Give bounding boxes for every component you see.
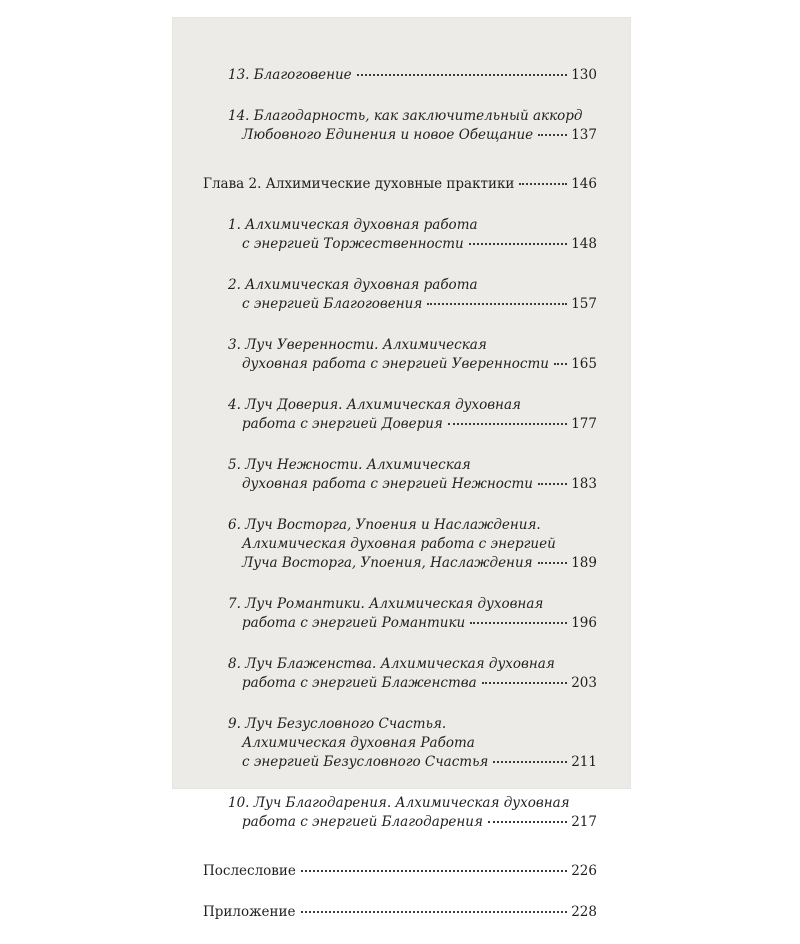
toc-entry-title: 13. Благоговение — [228, 67, 352, 83]
toc-entry-title: 10. Луч Благодарения. Алхимическая духовная — [228, 795, 570, 811]
toc-entry-13 — [203, 66, 597, 85]
table-of-contents — [203, 66, 597, 944]
toc-entry-7 — [203, 595, 597, 633]
toc-section-title: Послесловие — [203, 863, 296, 879]
toc-entry-title: 9. Луч Безусловного Счастья. — [228, 716, 447, 732]
dot-leader — [301, 870, 567, 872]
dot-leader — [470, 622, 567, 624]
toc-page-number: 226 — [571, 863, 597, 879]
toc-entry-title: 4. Луч Доверия. Алхимическая духовная — [228, 397, 521, 413]
dot-leader — [519, 183, 567, 185]
dot-leader — [538, 134, 567, 136]
dot-leader — [357, 74, 568, 76]
toc-entry-1 — [203, 216, 597, 254]
toc-entry-title-cont: работа с энергией Доверия — [242, 416, 443, 432]
toc-afterword — [203, 862, 597, 881]
toc-page-number: 228 — [571, 904, 597, 920]
dot-leader — [554, 363, 567, 365]
toc-entry-title-cont: работа с энергией Романтики — [242, 615, 466, 631]
toc-entry-title-cont: Алхимическая духовная Работа — [242, 735, 475, 751]
toc-page-number: 183 — [571, 476, 597, 492]
toc-entry-title: 6. Луч Восторга, Упоения и Наслаждения. — [228, 517, 541, 533]
toc-page-number: 217 — [571, 814, 597, 830]
toc-page-number: 157 — [571, 296, 597, 312]
toc-entry-title-cont: духовная работа с энергией Нежности — [242, 476, 533, 492]
toc-entry-14 — [203, 107, 597, 145]
toc-page-number: 189 — [571, 555, 597, 571]
dot-leader — [469, 243, 568, 245]
toc-entry-title-cont: Любовного Единения и новое Обещание — [242, 127, 534, 143]
toc-page-number: 137 — [571, 127, 597, 143]
book-page — [173, 18, 630, 920]
dot-leader — [448, 423, 567, 425]
toc-entry-title-cont: с энергией Благоговения — [242, 296, 423, 312]
toc-entry-title: 8. Луч Блаженства. Алхимическая духовная — [228, 656, 555, 672]
toc-entry-title-cont: духовная работа с энергией Уверенности — [242, 356, 549, 372]
toc-entry-title-cont: работа с энергией Благодарения — [242, 814, 483, 830]
toc-entry-title-cont: с энергией Безусловного Счастья — [242, 754, 489, 770]
toc-page-number: 177 — [571, 416, 597, 432]
toc-entry-title: 5. Луч Нежности. Алхимическая — [228, 457, 471, 473]
toc-entry-9 — [203, 715, 597, 772]
toc-entry-title-cont: Алхимическая духовная работа с энергией — [242, 536, 556, 552]
toc-page-number: 148 — [571, 236, 597, 252]
toc-section-title: Приложение — [203, 904, 296, 920]
toc-page-number: 196 — [571, 615, 597, 631]
toc-entry-title: 1. Алхимическая духовная работа — [228, 217, 478, 233]
toc-page-number: 130 — [571, 67, 597, 83]
toc-entry-5 — [203, 456, 597, 494]
toc-entry-title: 2. Алхимическая духовная работа — [228, 277, 478, 293]
toc-entry-title: 7. Луч Романтики. Алхимическая духовная — [228, 596, 544, 612]
toc-entry-title-cont: с энергией Торжественности — [242, 236, 464, 252]
dot-leader — [538, 483, 567, 485]
toc-appendix — [203, 903, 597, 922]
toc-entry-6 — [203, 516, 597, 573]
toc-entry-3 — [203, 336, 597, 374]
toc-page-number: 146 — [571, 176, 597, 192]
toc-entry-title: 3. Луч Уверенности. Алхимическая — [228, 337, 487, 353]
toc-page-number: 203 — [571, 675, 597, 691]
toc-chapter-2 — [203, 175, 597, 194]
dot-leader — [538, 562, 568, 564]
toc-entry-8 — [203, 655, 597, 693]
toc-entry-4 — [203, 396, 597, 434]
dot-leader — [488, 821, 567, 823]
dot-leader — [482, 682, 568, 684]
toc-entry-2 — [203, 276, 597, 314]
dot-leader — [301, 911, 568, 913]
dot-leader — [427, 303, 567, 305]
toc-entry-title: 14. Благодарность, как заключительный аккорд — [228, 108, 583, 124]
toc-page-number: 165 — [571, 356, 597, 372]
toc-chapter-title: Глава 2. Алхимические духовные практики — [203, 176, 515, 192]
toc-entry-title-cont: работа с энергией Блаженства — [242, 675, 477, 691]
toc-page-number: 211 — [571, 754, 597, 770]
dot-leader — [493, 761, 567, 763]
toc-entry-title-cont: Луча Восторга, Упоения, Наслаждения — [242, 555, 533, 571]
